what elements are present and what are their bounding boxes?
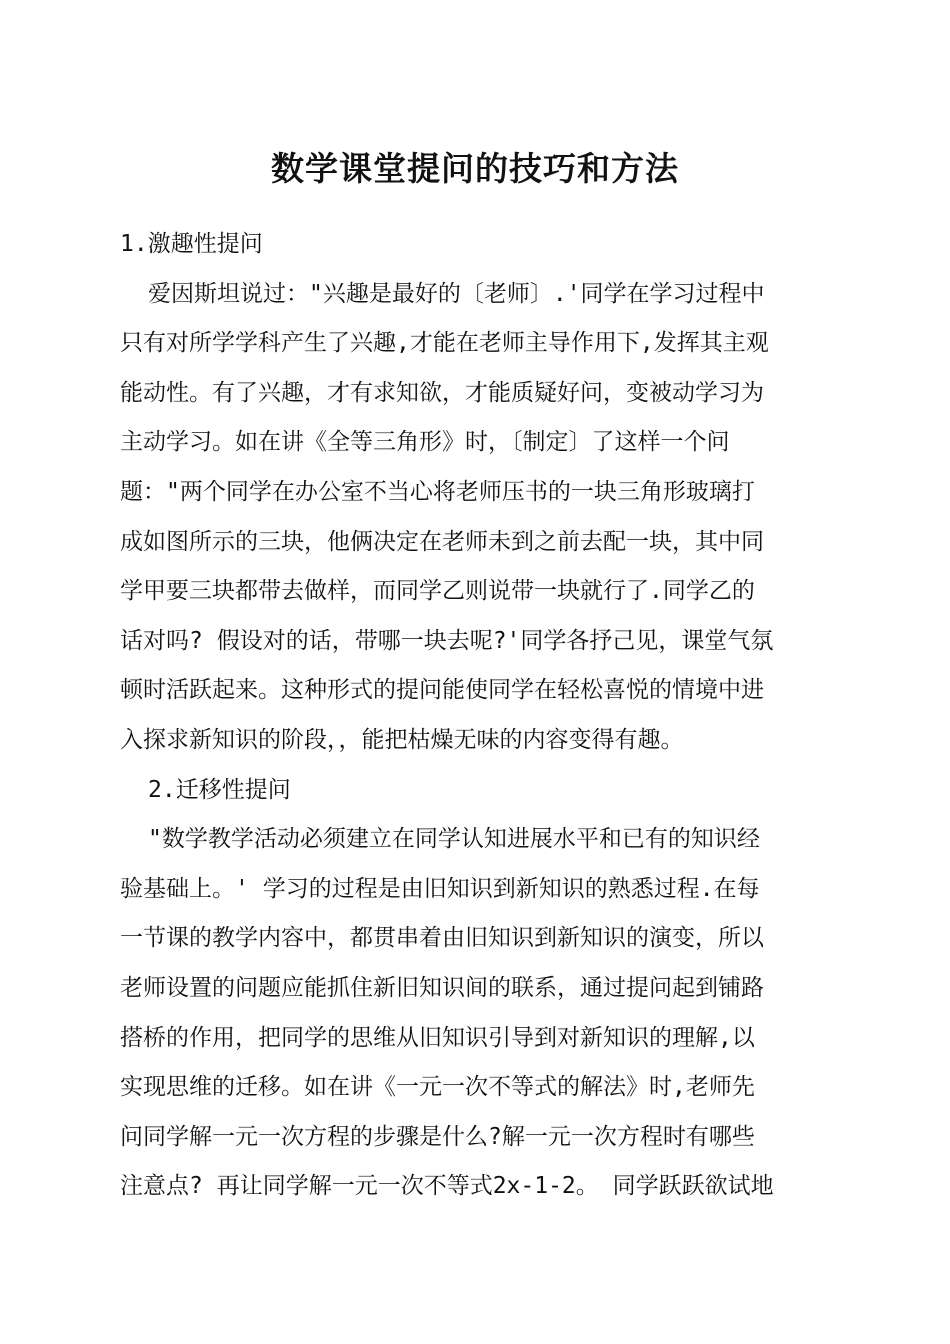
document-body — [120, 220, 840, 1212]
document-title: 数学课堂提问的技巧和方法 — [271, 149, 679, 188]
paragraph-line: 验基础上。' 学习的过程是由旧知识到新知识的熟悉过程.在每 — [120, 875, 760, 902]
paragraph-line: 爱因斯坦说过："兴趣是最好的〔老师〕.'同学在学习过程中 — [148, 280, 765, 307]
paragraph-line: 搭桥的作用，把同学的思维从旧知识引导到对新知识的理解,以 — [120, 1024, 755, 1051]
paragraph-line: 问同学解一元一次方程的步骤是什么?解一元一次方程时有哪些 — [120, 1123, 755, 1150]
paragraph-line: 老师设置的问题应能抓住新旧知识间的联系，通过提问起到铺路 — [120, 974, 764, 1001]
paragraph-line: "数学教学活动必须建立在同学认知进展水平和已有的知识经 — [148, 826, 760, 853]
paragraph-line: 能动性。有了兴趣，才有求知欲，才能质疑好问，变被动学习为 — [120, 379, 764, 406]
paragraph-line: 实现思维的迁移。如在讲《一元一次不等式的解法》时,老师先 — [120, 1074, 755, 1101]
section-heading-1: 1.激趣性提问 — [120, 231, 263, 257]
paragraph-line: 题："两个同学在办公室不当心将老师压书的一块三角形玻璃打 — [120, 478, 755, 505]
section-heading-2: 2.迁移性提问 — [148, 776, 291, 803]
paragraph-line: 只有对所学学科产生了兴趣,才能在老师主导作用下,发挥其主观 — [120, 330, 769, 357]
paragraph-line: 入探求新知识的阶段，，能把枯燥无味的内容变得有趣。 — [120, 726, 684, 753]
paragraph-line: 注意点? 再让同学解一元一次不等式2x-1-2。 同学跃跃欲试地 — [120, 1173, 774, 1200]
paragraph-line: 话对吗? 假设对的话，带哪一块去呢?'同学各抒己见，课堂气氛 — [120, 627, 774, 654]
paragraph-line: 学甲要三块都带去做样，而同学乙则说带一块就行了.同学乙的 — [120, 578, 755, 605]
paragraph-line: 顿时活跃起来。这种形式的提问能使同学在轻松喜悦的情境中进 — [120, 677, 764, 704]
paragraph-line: 一节课的教学内容中，都贯串着由旧知识到新知识的演变，所以 — [120, 925, 764, 952]
paragraph-line: 成如图所示的三块，他俩决定在老师未到之前去配一块，其中同 — [120, 528, 764, 555]
paragraph-line: 主动学习。如在讲《全等三角形》时，〔制定〕了这样一个问 — [120, 429, 730, 456]
